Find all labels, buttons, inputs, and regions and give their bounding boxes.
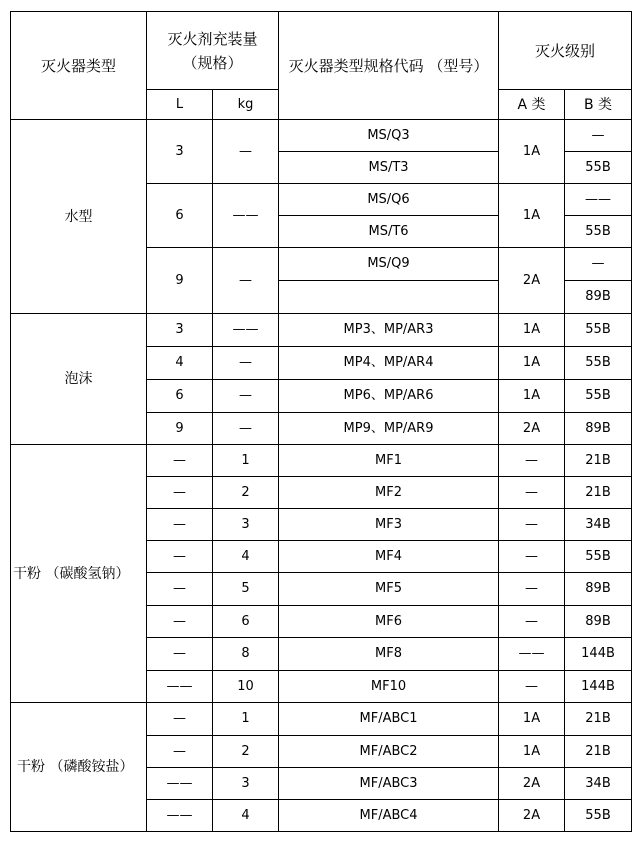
cell-code: MF/ABC2: [279, 736, 499, 768]
cell-code: MF8: [279, 638, 499, 671]
cell-B: 21B: [565, 703, 632, 736]
cell-A: 2A: [499, 800, 565, 832]
cell-B: 55B: [565, 216, 632, 248]
cell-B: 55B: [565, 152, 632, 184]
header-unit-L: L: [147, 90, 213, 120]
cell-B: 55B: [565, 800, 632, 832]
cell-L: 6: [147, 184, 213, 248]
cell-L: ——: [147, 671, 213, 703]
cell-A: —: [499, 541, 565, 573]
extinguisher-spec-table: [10, 11, 632, 832]
cell-kg: 1: [213, 445, 279, 477]
cell-B: —: [565, 120, 632, 152]
cell-kg: 10: [213, 671, 279, 703]
cell-code: MP3、MP/AR3: [279, 314, 499, 347]
cell-B: 21B: [565, 445, 632, 477]
cell-A: 2A: [499, 413, 565, 445]
header-rating: 灭火级别: [499, 12, 632, 90]
cell-B: 55B: [565, 314, 632, 347]
group-dry-abc: 干粉 （磷酸铵盐）: [11, 703, 147, 832]
header-unit-kg: kg: [213, 90, 279, 120]
cell-L: —: [147, 703, 213, 736]
cell-B: 144B: [565, 638, 632, 671]
cell-A: —: [499, 477, 565, 509]
cell-B: 89B: [565, 573, 632, 606]
cell-kg: 2: [213, 477, 279, 509]
cell-A: —: [499, 573, 565, 606]
cell-B: 89B: [565, 413, 632, 445]
cell-L: ——: [147, 768, 213, 800]
cell-code: MS/Q6: [279, 184, 499, 216]
cell-code: MF1: [279, 445, 499, 477]
cell-A: —: [499, 606, 565, 638]
table-row: [11, 314, 632, 347]
cell-L: —: [147, 509, 213, 541]
cell-code: [279, 281, 499, 314]
cell-kg: —: [213, 380, 279, 413]
cell-A: —: [499, 445, 565, 477]
cell-code: MF4: [279, 541, 499, 573]
cell-kg: —: [213, 413, 279, 445]
cell-code: MP6、MP/AR6: [279, 380, 499, 413]
cell-kg: 1: [213, 703, 279, 736]
cell-B: 89B: [565, 281, 632, 314]
cell-L: 9: [147, 248, 213, 314]
cell-kg: 4: [213, 541, 279, 573]
cell-B: 89B: [565, 606, 632, 638]
table-row: [11, 703, 632, 736]
group-foam: 泡沫: [11, 314, 147, 445]
cell-L: 6: [147, 380, 213, 413]
cell-A: —: [499, 509, 565, 541]
cell-B: 34B: [565, 768, 632, 800]
cell-kg: 3: [213, 509, 279, 541]
cell-A: 1A: [499, 120, 565, 184]
cell-L: —: [147, 638, 213, 671]
table-row: [11, 445, 632, 477]
cell-B: 144B: [565, 671, 632, 703]
cell-code: MS/Q3: [279, 120, 499, 152]
cell-kg: ——: [213, 314, 279, 347]
cell-L: 3: [147, 120, 213, 184]
cell-A: ——: [499, 638, 565, 671]
cell-A: 1A: [499, 703, 565, 736]
cell-kg: 5: [213, 573, 279, 606]
cell-code: MP9、MP/AR9: [279, 413, 499, 445]
cell-A: 1A: [499, 184, 565, 248]
cell-L: 3: [147, 314, 213, 347]
cell-code: MF/ABC3: [279, 768, 499, 800]
cell-A: 1A: [499, 380, 565, 413]
cell-kg: —: [213, 120, 279, 184]
table-row: [11, 120, 632, 152]
cell-code: MF/ABC4: [279, 800, 499, 832]
cell-kg: 4: [213, 800, 279, 832]
cell-A: —: [499, 671, 565, 703]
cell-L: —: [147, 736, 213, 768]
cell-kg: —: [213, 347, 279, 380]
cell-A: 2A: [499, 768, 565, 800]
cell-B: 34B: [565, 509, 632, 541]
cell-code: MS/T6: [279, 216, 499, 248]
cell-L: —: [147, 541, 213, 573]
cell-code: MS/T3: [279, 152, 499, 184]
cell-L: —: [147, 573, 213, 606]
header-charge-line2: （规格）: [182, 53, 243, 72]
cell-code: MF10: [279, 671, 499, 703]
cell-kg: 8: [213, 638, 279, 671]
header-code: 灭火器类型规格代码 （型号）: [279, 12, 499, 120]
group-dry-bicarb: 干粉 （碳酸氢钠）: [11, 445, 147, 703]
cell-code: MS/Q9: [279, 248, 499, 281]
cell-A: 1A: [499, 314, 565, 347]
cell-B: 21B: [565, 736, 632, 768]
group-water: 水型: [11, 120, 147, 314]
cell-kg: 3: [213, 768, 279, 800]
cell-B: 55B: [565, 347, 632, 380]
cell-code: MF6: [279, 606, 499, 638]
header-class-A: A 类: [499, 90, 565, 120]
cell-B: 55B: [565, 541, 632, 573]
cell-A: 1A: [499, 736, 565, 768]
cell-L: —: [147, 445, 213, 477]
cell-A: 1A: [499, 347, 565, 380]
cell-L: 4: [147, 347, 213, 380]
header-charge-line1: 灭火剂充装量: [167, 29, 258, 48]
cell-B: ——: [565, 184, 632, 216]
cell-L: —: [147, 477, 213, 509]
cell-code: MF5: [279, 573, 499, 606]
cell-kg: ——: [213, 184, 279, 248]
cell-L: ——: [147, 800, 213, 832]
cell-B: 21B: [565, 477, 632, 509]
cell-kg: —: [213, 248, 279, 314]
cell-kg: 2: [213, 736, 279, 768]
cell-kg: 6: [213, 606, 279, 638]
cell-code: MF3: [279, 509, 499, 541]
cell-L: 9: [147, 413, 213, 445]
cell-code: MP4、MP/AR4: [279, 347, 499, 380]
cell-A: 2A: [499, 248, 565, 314]
header-type: 灭火器类型: [11, 12, 147, 120]
header-class-B: B 类: [565, 90, 632, 120]
cell-B: 55B: [565, 380, 632, 413]
cell-L: —: [147, 606, 213, 638]
cell-B: —: [565, 248, 632, 281]
cell-code: MF/ABC1: [279, 703, 499, 736]
cell-code: MF2: [279, 477, 499, 509]
header-charge: [147, 12, 279, 90]
